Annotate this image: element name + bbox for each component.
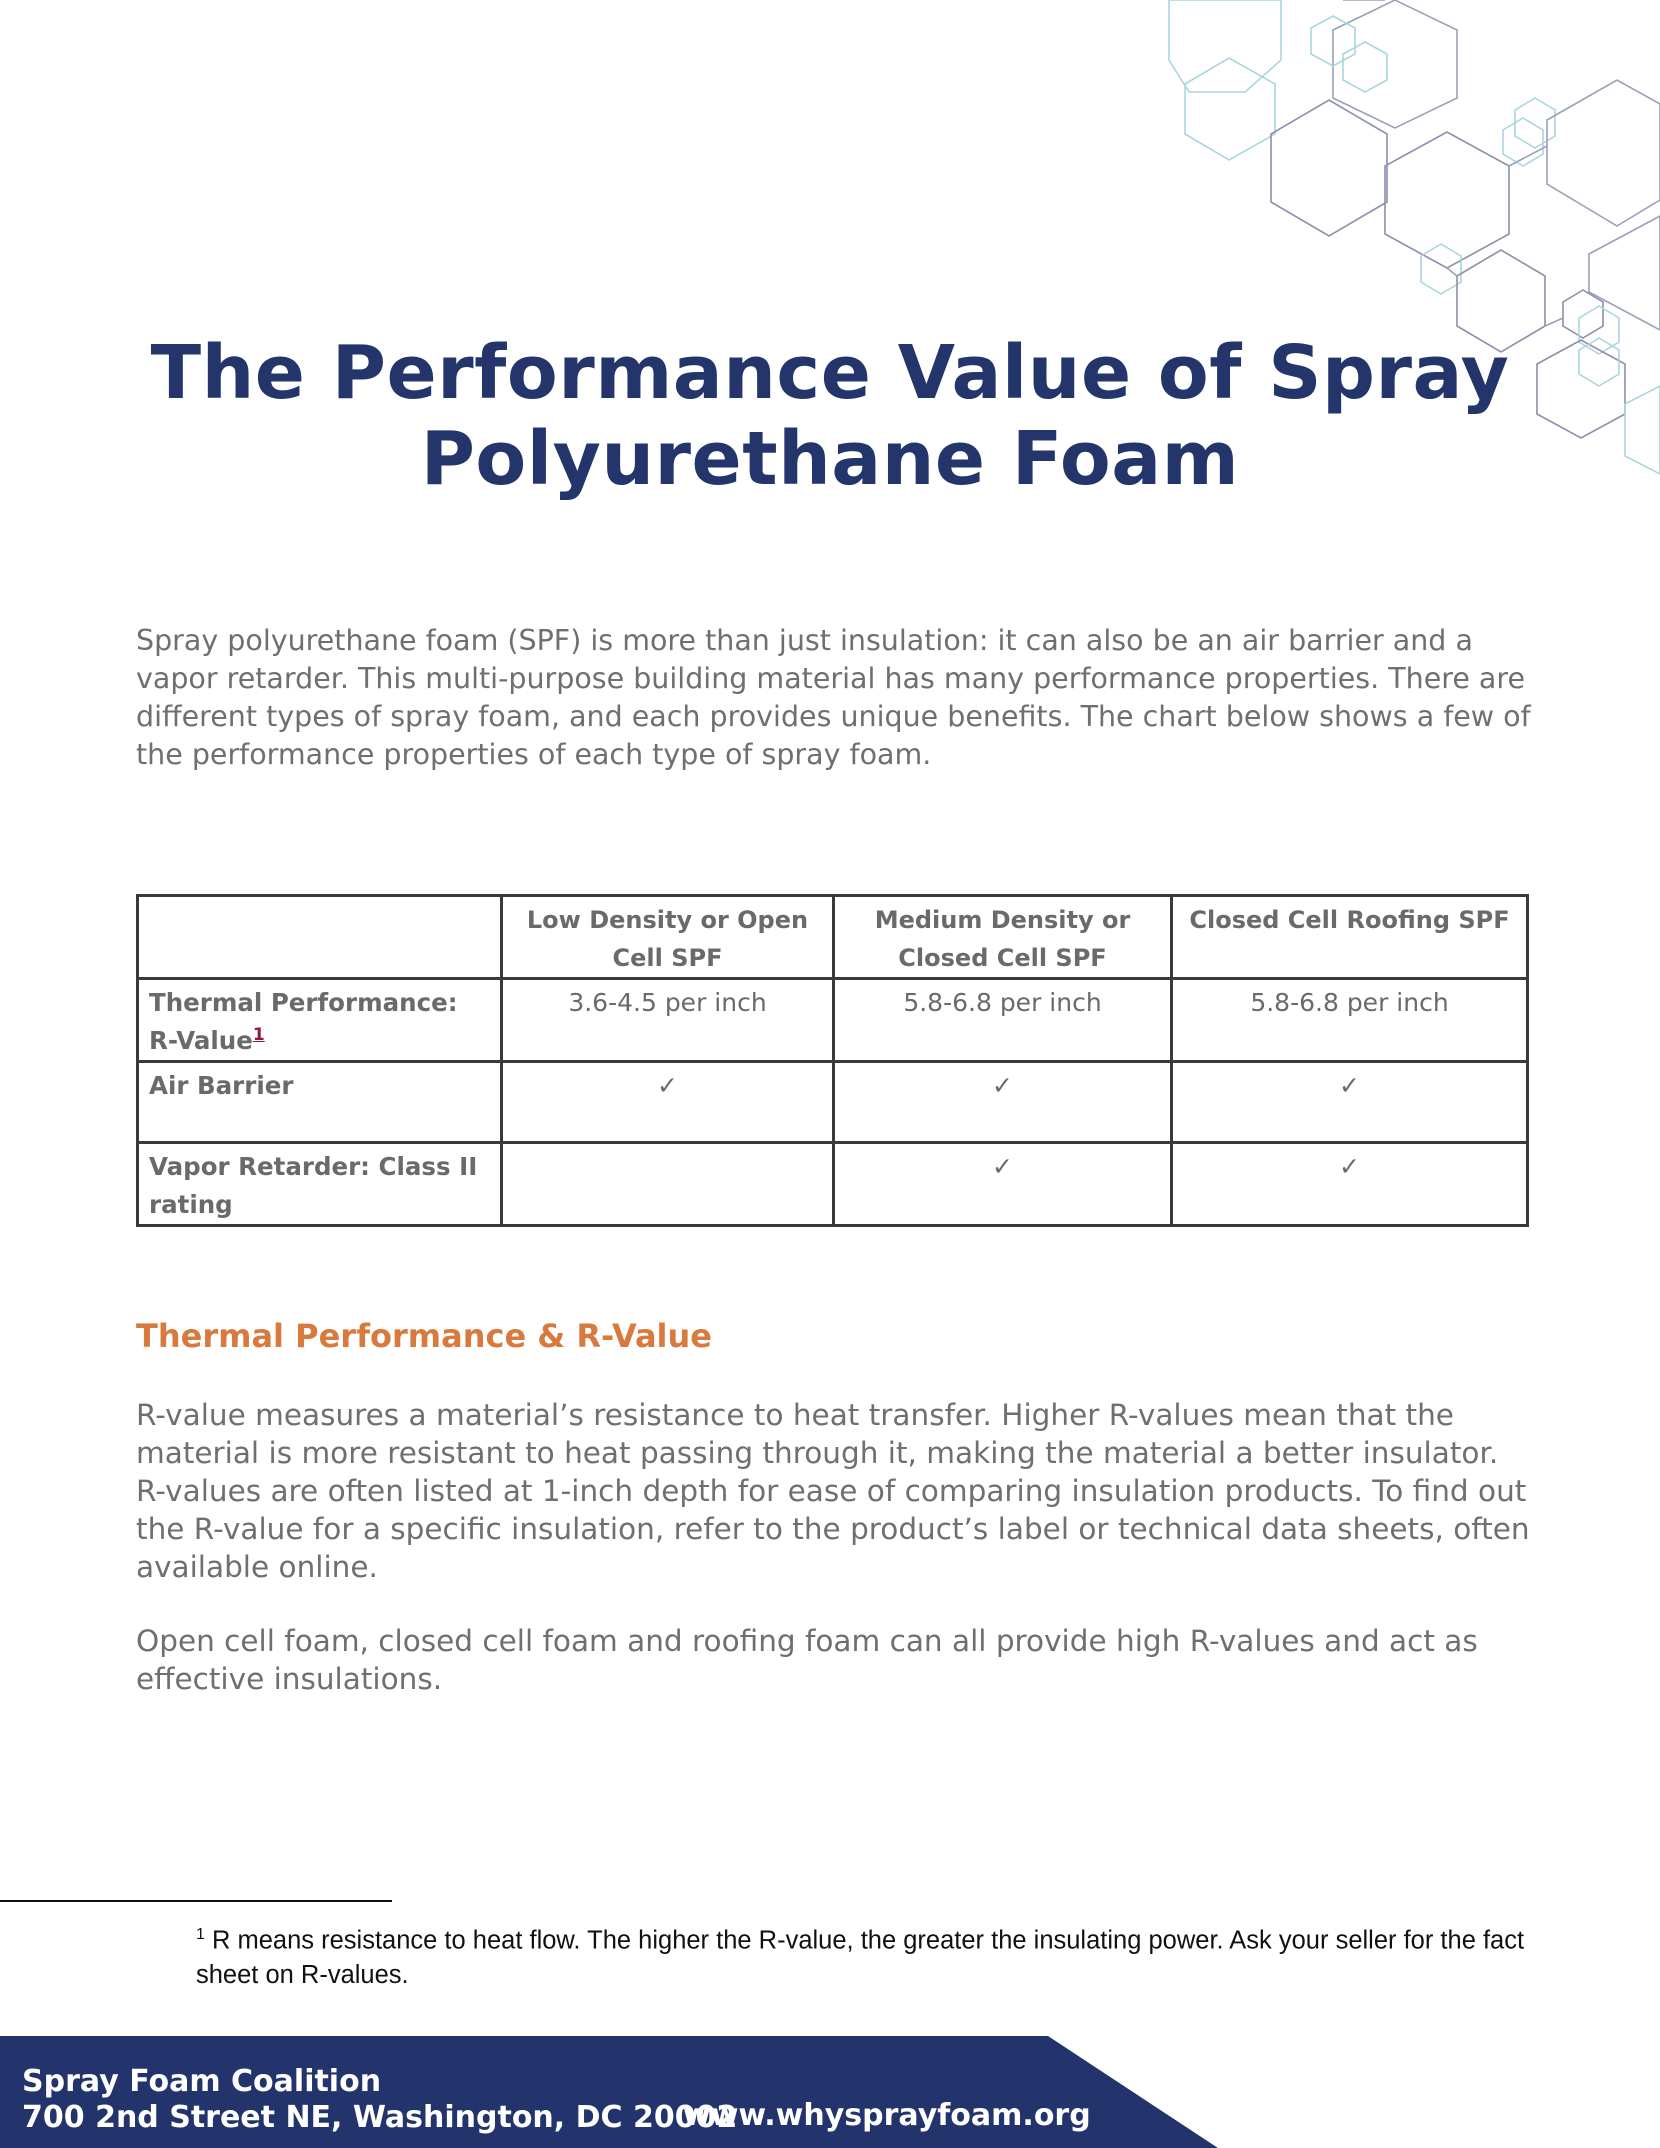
footer-website-link[interactable]: www.whysprayfoam.org (683, 2098, 1091, 2133)
footnote-text: R means resistance to heat flow. The higher the R-value, the greater the insulating power. Ask your seller for the fact sheet on R-values. (196, 1926, 1525, 1989)
title-line-2: Polyurethane Foam (420, 416, 1240, 502)
table-header-closed-cell: Medium Density or Closed Cell SPF (834, 896, 1172, 979)
checkmark-icon: ✓ (1172, 1062, 1528, 1143)
table-row (138, 1062, 1528, 1143)
row-label-air-barrier: Air Barrier (138, 1062, 502, 1143)
section-heading: Thermal Performance & R-Value (136, 1317, 712, 1355)
row-label-thermal-text: Thermal Performance: R-Value (149, 988, 458, 1055)
page-title (140, 330, 1520, 502)
table-header-roofing: Closed Cell Roofing SPF (1172, 896, 1528, 979)
intro-paragraph: Spray polyurethane foam (SPF) is more than just insulation: it can also be an air barrier and a vapor retarder. This multi-purpose building material has many performance properties. There are different types of spray foam, and each provides unique benefits. The chart below shows a few of the performance properties of each type of spray foam. (136, 624, 1531, 771)
body-paragraph-1: R-value measures a material’s resistance to heat transfer. Higher R-values mean that the material is more resistant to heat passing through it, making the material a better insulator. R-values are often listed at 1-inch depth for ease of comparing insulation products. To find out the R-value for a specific insulation, refer to the product’s label or technical data sheets, often available online. (136, 1398, 1530, 1584)
footnote-number: 1 (196, 1926, 205, 1943)
cell-thermal-roofing: 5.8-6.8 per inch (1172, 979, 1528, 1062)
row-label-vapor-retarder: Vapor Retarder: Class II rating (138, 1143, 502, 1226)
table-header-row (138, 896, 1528, 979)
table-row (138, 1143, 1528, 1226)
row-label-thermal (138, 979, 502, 1062)
checkmark-icon: ✓ (834, 1143, 1172, 1226)
footnote (196, 1918, 1536, 1992)
title-line-1: The Performance Value of Spray (150, 330, 1510, 416)
cell-thermal-open-cell: 3.6-4.5 per inch (502, 979, 834, 1062)
performance-table (136, 894, 1529, 1227)
footnote-divider (0, 1900, 392, 1902)
checkmark-icon: ✓ (834, 1062, 1172, 1143)
checkmark-icon: ✓ (1172, 1143, 1528, 1226)
table-header-empty (138, 896, 502, 979)
footnote-reference-link[interactable]: 1 (252, 1024, 265, 1045)
checkmark-icon: ✓ (502, 1062, 834, 1143)
cell-vapor-open-cell (502, 1143, 834, 1226)
table-row (138, 979, 1528, 1062)
footer-address: 700 2nd Street NE, Washington, DC 20002 (22, 2100, 738, 2135)
table-header-open-cell: Low Density or Open Cell SPF (502, 896, 834, 979)
body-paragraph-2: Open cell foam, closed cell foam and roofing foam can all provide high R-values and act as effective insulations. (136, 1624, 1478, 1696)
cell-thermal-closed-cell: 5.8-6.8 per inch (834, 979, 1172, 1062)
footer-organization: Spray Foam Coalition (22, 2064, 382, 2099)
